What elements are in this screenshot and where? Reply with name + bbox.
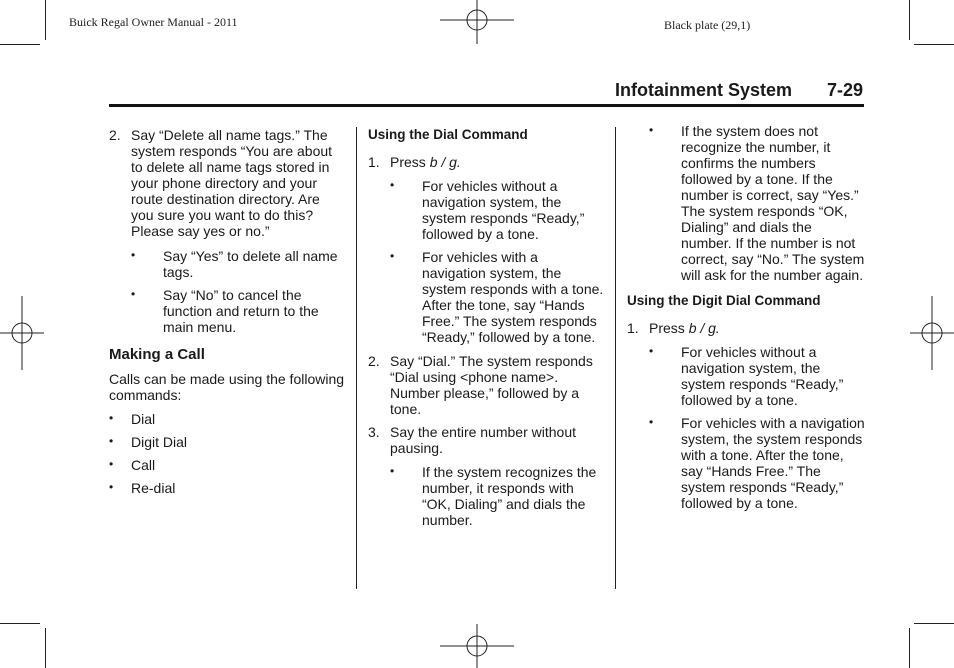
running-header-right: Black plate (29,1) xyxy=(664,18,751,32)
crop-mark xyxy=(45,628,46,668)
column-1 xyxy=(109,127,345,503)
crop-mark xyxy=(914,623,954,624)
bullet-item: • Say “Yes” to delete all name tags. xyxy=(131,248,338,280)
step-number: 1. xyxy=(368,154,380,170)
step-number: 2. xyxy=(109,127,121,143)
column-2 xyxy=(368,127,604,535)
bullet-item: • For vehicles without a navigation system, the system responds “Ready,” followed by a tone. xyxy=(649,344,844,408)
step-number: 2. xyxy=(368,353,380,369)
bullet-item: • Digit Dial xyxy=(109,434,188,450)
crop-mark xyxy=(914,44,954,45)
running-header-left: Buick Regal Owner Manual - 2011 xyxy=(69,15,238,29)
bullet-item: • If the system does not recognize the number, it confirms the numbers followed by a tone. If the number is correct, say “Yes.” The system responds “OK, Dialing” and dials the number. If the number is not correct, say “No.” The system will ask for the number again. xyxy=(649,123,865,283)
bullet-item: • Re-dial xyxy=(109,480,176,496)
bullet-item: • Dial xyxy=(109,411,156,427)
bullet-item: • For vehicles with a navigation system, the system responds with a tone. After the tone, say “Hands Free.” The system responds “Ready,” followed by a tone. xyxy=(390,249,604,345)
phone-button-icon: b / g. xyxy=(688,320,720,336)
step-number: 3. xyxy=(368,424,380,440)
column-divider xyxy=(356,127,357,589)
subheading: Using the Dial Command xyxy=(368,127,528,142)
list-item xyxy=(109,127,345,239)
registration-mark-left xyxy=(0,296,44,370)
paragraph: Calls can be made using the following commands: xyxy=(109,371,345,403)
crop-mark xyxy=(0,623,40,624)
crop-mark xyxy=(0,44,40,45)
bullet-item: • For vehicles with a navigation system, the system responds with a tone. After the tone, say “Hands Free.” The system responds “Ready,” followed by a tone. xyxy=(649,415,865,511)
crop-mark xyxy=(45,0,46,40)
bullet-item: • Call xyxy=(109,457,156,473)
list-item: 1. Press b / g. xyxy=(627,320,720,336)
column-divider xyxy=(615,127,616,589)
bullet-item: • If the system recognizes the number, it responds with “OK, Dialing” and dials the number. xyxy=(390,464,597,528)
column-3 xyxy=(627,123,865,518)
step-text: Say the entire number without pausing. xyxy=(390,424,576,456)
step-text: Say “Delete all name tags.” The system responds “You are about to delete all name tags stored in your phone directory and your route destination directory. Are you sure you want to do this? Please say yes or no.” xyxy=(131,127,333,239)
list-item: 1. Press b / g. xyxy=(368,154,461,170)
registration-mark-bottom xyxy=(440,624,514,668)
page-header xyxy=(109,80,864,107)
step-text: Say “Dial.” The system responds “Dial using <phone name>. Number please,” followed by a tone. xyxy=(390,353,593,417)
phone-button-icon: b / g. xyxy=(429,154,461,170)
list-item xyxy=(368,424,604,456)
bullet-item: • Say “No” to cancel the function and return to the main menu. xyxy=(131,287,319,335)
subheading: Using the Digit Dial Command xyxy=(627,293,821,308)
list-item xyxy=(368,353,604,417)
crop-mark xyxy=(909,628,910,668)
crop-mark xyxy=(909,0,910,40)
page-title: Infotainment System xyxy=(615,80,793,100)
section-title: Making a Call xyxy=(109,346,205,363)
page-number: 7-29 xyxy=(827,80,864,100)
step-number: 1. xyxy=(627,320,639,336)
bullet-item: • For vehicles without a navigation system, the system responds “Ready,” followed by a tone. xyxy=(390,178,585,242)
registration-mark-right xyxy=(910,296,954,370)
registration-mark-top xyxy=(440,0,514,44)
